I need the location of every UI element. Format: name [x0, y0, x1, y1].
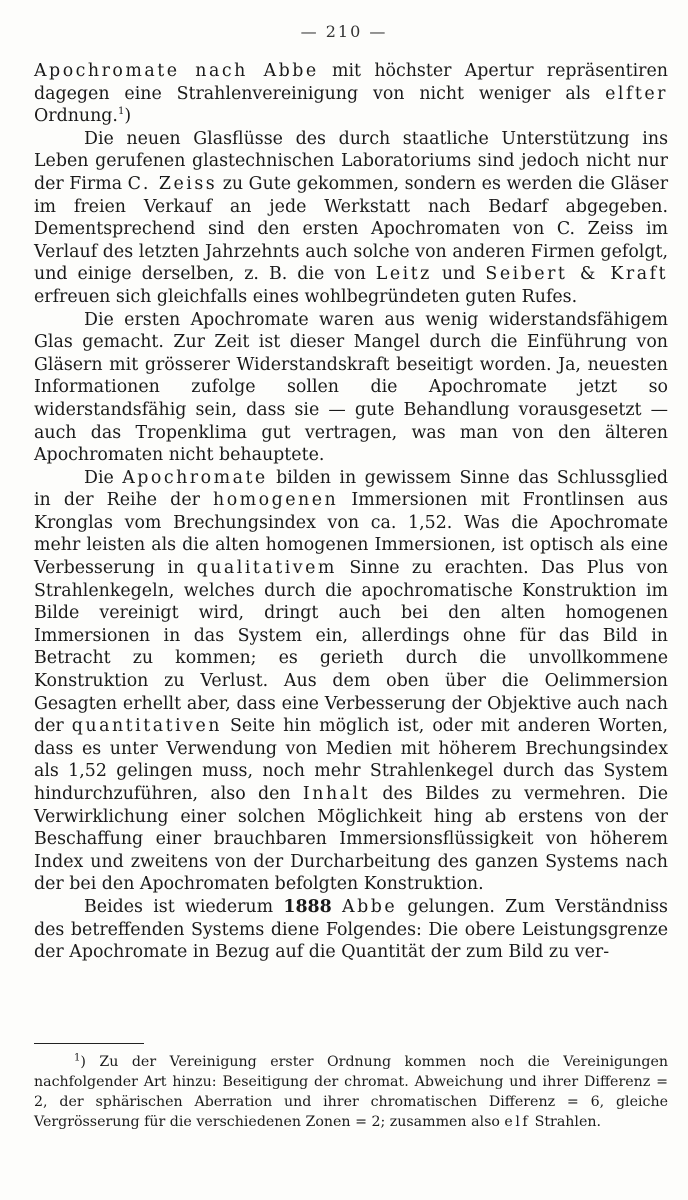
text-run: Ordnung. [34, 106, 118, 127]
paragraph-4 [34, 467, 668, 896]
text-run: gelungen. Zum Verständniss des betreffenden Systems diene Folgendes: Die obere Leistungsgrenze der Apochromate in Bezug auf die Quantität der zum Bild zu ver- [34, 896, 668, 963]
text-run: Strahlen. [530, 1114, 601, 1130]
footnote-marker: 1 [74, 1052, 81, 1064]
emphasized-text: Leitz [375, 264, 432, 285]
page-number: — 210 — [300, 22, 388, 41]
text-run: Die neuen Glasflüsse des durch staatliche Unterstützung ins Leben gerufenen glastechnischen Laboratoriums sind jedoch nicht nur der Firma [34, 128, 668, 194]
paragraph-3 [34, 309, 668, 467]
paragraph-5 [34, 896, 668, 964]
emphasized-text: homogenen [213, 490, 339, 511]
emphasized-text: Abbe [342, 896, 398, 917]
text-run: ) [124, 106, 132, 127]
text-run: Sinne zu erachten. Das Plus von Strahlenkegeln, welches durch die apochromatische Konstruktion im Bilde vereinigt wird, dringt auch bei den alten homogenen Immersionen in das System ein, allerdings ohne für das Bild in Betracht zu kommen; es gerieth durch die unvollkommene Konstruktion zu Verlust. Aus dem oben über die Oelimmersion Gesagten erhellt aber, dass eine Verbesserung der Objektive auch nach der [34, 558, 668, 737]
emphasized-text: Apochromate [122, 467, 268, 488]
text-run: des Bildes zu vermehren. Die Verwirklichung einer solchen Möglichkeit hing ab erstens von der Beschaffung einer brauchbaren Immersionsflüssigkeit von höherem Index und zweitens von der Durcharbeitung des ganzen Systems nach der bei den Apochromaten befolgten Konstruktion. [34, 784, 668, 895]
text-run: zu Gute gekommen, sondern es werden die Gläser im freien Verkauf an jede Werkstatt nach Bedarf abgegeben. Dementsprechend sind den ersten Apochromaten von C. Zeiss im Verlauf des letzten Jahrzehnts auch solche von anderen Firmen gefolgt, und einige derselben, z. B. die von [34, 173, 669, 285]
text-run: 1888 [283, 896, 332, 917]
text-run: Beides ist wiederum [84, 896, 284, 917]
emphasized-text: elf [504, 1114, 531, 1130]
text-run [332, 897, 342, 917]
footnote-text [34, 1052, 668, 1132]
text-run: Die ersten Apochromate waren aus wenig widerstandsfähigem Glas gemacht. Zur Zeit ist dieser Mangel durch die Einführung von Gläsern mit grösserer Widerstandskraft beseitigt worden. Ja, neuesten Informationen zufolge sollen die Apochromate jetzt so widerstandsfähig sein, dass sie — gute Behandlung vorausgesetzt — auch das Tropenklima gut vertragen, was man von den älteren Apochromaten nicht behauptete. [34, 309, 668, 466]
text-run: erfreuen sich gleichfalls eines wohlbegründeten guten Rufes. [34, 286, 578, 307]
text-run: mit höchster Apertur repräsentiren dagegen eine Strahlenvereinigung von nicht weniger als [34, 61, 668, 104]
text-run: und [431, 264, 486, 285]
emphasized-text: Seibert & Kraft [485, 264, 668, 285]
emphasized-text: qualitativem [196, 558, 337, 579]
footnote [34, 1052, 668, 1132]
emphasized-text: Apochromate nach Abbe [34, 61, 319, 81]
text-run: ) Zu der Vereinigung erster Ordnung kommen noch die Vereinigungen nachfolgender Art hinzu: Beseitigung der chromat. Abweichung und ihrer Differenz = 2, der sphärischen Aberration und ihrer chromatischen Differenz = 6, gleiche Vergrösserung für die verschiedenen Zonen = 2; zusammen also [34, 1054, 668, 1130]
paragraph-2 [34, 128, 668, 309]
emphasized-text: quantitativen [71, 716, 222, 737]
footnote-divider [34, 1043, 144, 1044]
emphasized-text: Inhalt [302, 784, 371, 804]
text-run: Seite hin möglich ist, oder mit anderen Worten, dass es unter Verwendung von Medien mit höherem Brechungsindex als 1,52 gelingen muss, noch mehr Strahlenkegel durch das System hindurchzuführen, also den [34, 716, 668, 804]
emphasized-text: elfter [605, 83, 668, 104]
paragraph-1 [34, 60, 668, 128]
text-run: bilden in gewissem Sinne das Schlussglied in der Reihe der [34, 467, 668, 511]
footnote-marker: 1 [117, 106, 125, 118]
body-text [34, 60, 668, 964]
emphasized-text: C. Zeiss [127, 173, 218, 194]
text-run: Die [84, 467, 123, 488]
text-run: Immersionen mit Frontlinsen aus Kronglas vom Brechungsindex von ca. 1,52. Was die Apochromate mehr leisten als die alten homogenen Immersionen, ist optisch als eine Verbesserung in [34, 490, 668, 579]
